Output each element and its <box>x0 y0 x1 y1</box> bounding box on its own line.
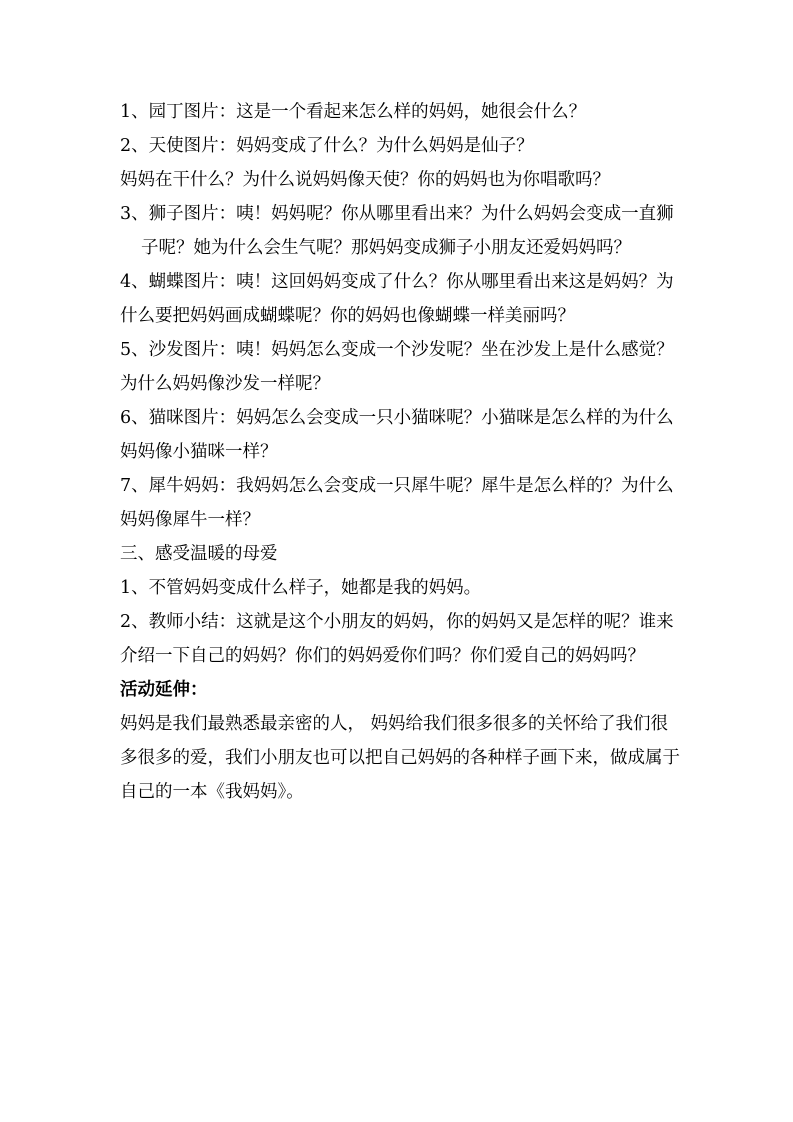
paragraph-butterfly: 4、蝴蝶图片：咦！这回妈妈变成了什么？你从哪里看出来这是妈妈？为什么要把妈妈画成蝴蝶呢？你的妈妈也像蝴蝶一样美丽吗？ <box>120 272 674 326</box>
paragraph-cat: 6、猫咪图片：妈妈怎么会变成一只小猫咪呢？小猫咪是怎么样的为什么妈妈像小猫咪一样？ <box>120 408 674 462</box>
paragraph-gardener: 1、园丁图片：这是一个看起来怎么样的妈妈，她很会什么？ <box>120 102 587 122</box>
paragraph-always-mother: 1、不管妈妈变成什么样子，她都是我的妈妈。 <box>120 578 482 598</box>
paragraph-activity-extension: 妈妈是我们最熟悉最亲密的人， 妈妈给我们很多很多的关怀给了我们很多很多的爱，我们小朋友也可以把自己妈妈的各种样子画下来，做成属于自己的一本《我妈妈》。 <box>120 714 680 802</box>
paragraph-sofa: 5、沙发图片：咦！妈妈怎么变成一个沙发呢？坐在沙发上是什么感觉？为什么妈妈像沙发一样呢？ <box>120 340 674 394</box>
section-heading-mother-love: 三、感受温暖的母爱 <box>120 544 278 564</box>
paragraph-rhino: 7、犀牛妈妈：我妈妈怎么会变成一只犀牛呢？犀牛是怎么样的？为什么妈妈像犀牛一样？ <box>120 476 674 530</box>
document-body <box>120 95 680 809</box>
paragraph-teacher-summary: 2、教师小结：这就是这个小朋友的妈妈，你的妈妈又是怎样的呢？谁来介绍一下自己的妈妈？你们的妈妈爱你们吗？你们爱自己的妈妈吗？ <box>120 612 674 666</box>
paragraph-angel-questions: 妈妈在干什么？为什么说妈妈像天使？你的妈妈也为你唱歌吗？ <box>120 170 610 190</box>
paragraph-lion: 3、狮子图片：咦！妈妈呢？你从哪里看出来？为什么妈妈会变成一直狮子呢？她为什么会生气呢？那妈妈变成狮子小朋友还爱妈妈吗？ <box>120 204 674 258</box>
paragraph-angel: 2、天使图片：妈妈变成了什么？为什么妈妈是仙子？ <box>120 136 534 156</box>
heading-activity-extension: 活动延伸： <box>120 680 208 700</box>
